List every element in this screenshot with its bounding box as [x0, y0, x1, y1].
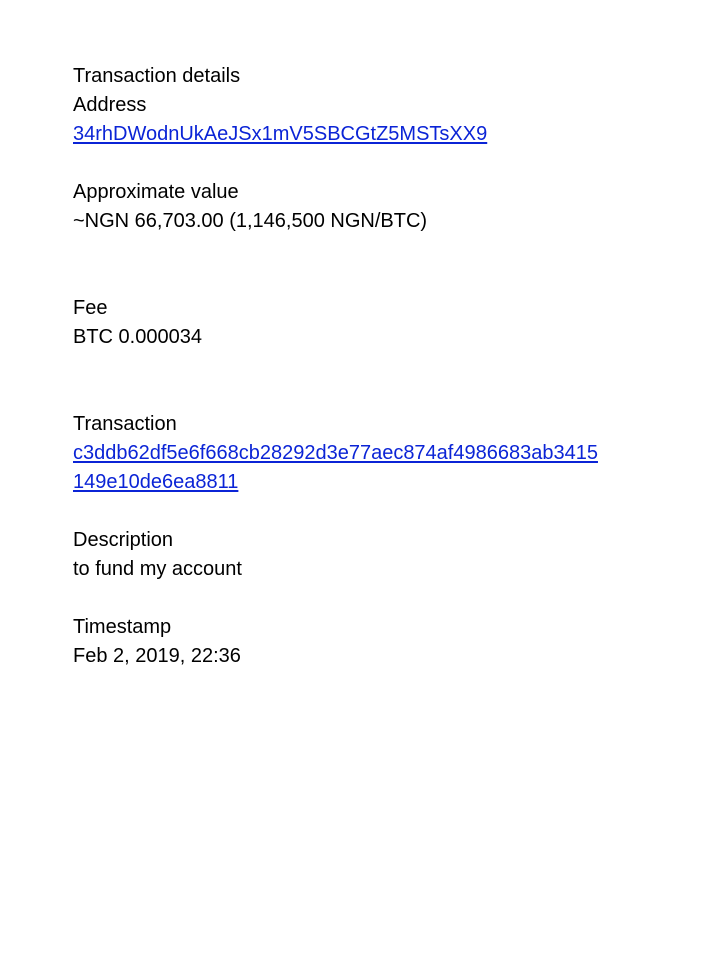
fee-label: Fee	[73, 297, 108, 319]
page-title: Transaction details	[73, 65, 241, 87]
transaction-label: Transaction	[73, 413, 177, 435]
spacer	[73, 236, 673, 294]
transaction-hash-link[interactable]	[73, 439, 673, 497]
timestamp-value: Feb 2, 2019, 22:36	[73, 645, 241, 667]
timestamp-label: Timestamp	[73, 616, 172, 638]
description-value: to fund my account	[73, 558, 242, 580]
approximate-value-label: Approximate value	[73, 181, 239, 203]
spacer	[73, 584, 673, 613]
address-link[interactable]: 34rhDWodnUkAeJSx1mV5SBCGtZ5MSTsXX9	[73, 123, 488, 145]
address-label: Address	[73, 94, 147, 116]
spacer	[73, 149, 673, 178]
approximate-value: ~NGN 66,703.00 (1,146,500 NGN/BTC)	[73, 210, 428, 232]
spacer	[73, 352, 673, 410]
transaction-hash-line-2[interactable]: 149e10de6ea8811	[73, 471, 239, 493]
transaction-hash-line-1[interactable]: c3ddb62df5e6f668cb28292d3e77aec874af4986683ab3415	[73, 442, 598, 464]
description-label: Description	[73, 529, 174, 551]
spacer	[73, 497, 673, 526]
fee-value: BTC 0.000034	[73, 326, 202, 348]
transaction-details-panel	[73, 62, 673, 671]
